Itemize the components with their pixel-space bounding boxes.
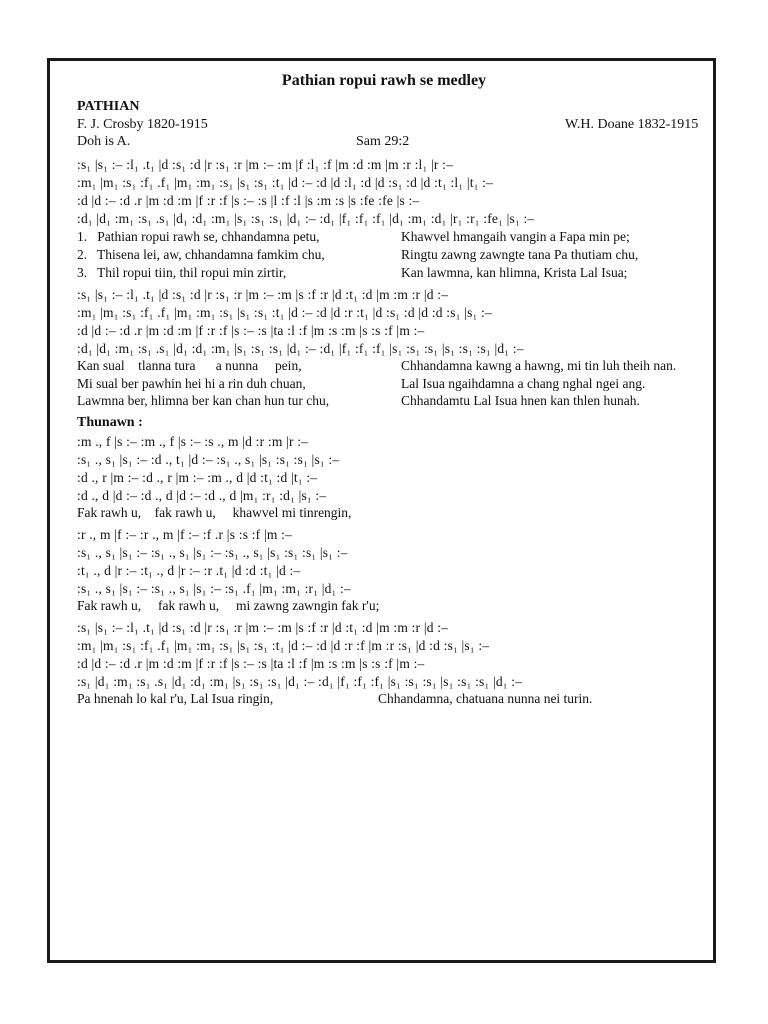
sol-fa-line: :d |d :– :d .r |m :d :m |f :r :f |s :– :s |ta :l :f |m :s :m |s :s :f |m :– xyxy=(77,656,425,671)
composer-credit: W.H. Doane 1832-1915 xyxy=(565,117,699,132)
sol-fa-line: :d ., d |d :– :d ., d |d :– :d ., d |m₁ :r₁ :d₁ |s₁ :– xyxy=(77,488,327,503)
verse-line: Khawvel hmangaih vangin a Fapa min pe; xyxy=(401,229,630,244)
sol-fa-line: :s₁ |s₁ :– :l₁ .t₁ |d :s₁ :d |r :s₁ :r |m :– :m |s :f :r |d :t₁ :d |m :m :r |d :– xyxy=(77,620,449,635)
chorus-label: Thunawn : xyxy=(77,415,143,430)
sol-fa-line: :d₁ |d₁ :m₁ :s₁ .s₁ |d₁ :d₁ :m₁ |s₁ :s₁ :s₁ |d₁ :– :d₁ |f₁ :f₁ :f₁ |s₁ :s₁ :s₁ |s₁ :s₁ :s₁ |d₁ :– xyxy=(77,341,524,356)
sol-fa-line: :m₁ |m₁ :s₁ :f₁ .f₁ |m₁ :m₁ :s₁ |s₁ :s₁ :t₁ |d :– :d |d :r :t₁ |d :s₁ :d |d :d :s₁ |s₁ :– xyxy=(77,305,492,320)
sol-fa-line: :s₁ |s₁ :– :l₁ .t₁ |d :s₁ :d |r :s₁ :r |m :– :m |s :f :r |d :t₁ :d |m :m :r |d :– xyxy=(77,287,449,302)
scripture-reference: Sam 29:2 xyxy=(356,134,410,149)
chorus-lyric: Pa hnenah lo kal r'u, Lal Isua ringin, xyxy=(77,691,274,706)
sol-fa-line: :s₁ ., s₁ |s₁ :– :s₁ ., s₁ |s₁ :– :s₁ ., s₁ |s₁ :s₁ :s₁ |s₁ :– xyxy=(77,545,348,560)
verse-line: Lawmna ber, hlimna ber kan chan hun tur chu, xyxy=(77,393,330,408)
sol-fa-line: :d |d :– :d .r |m :d :m |f :r :f |s :– :s |ta :l :f |m :s :m |s :s :f |m :– xyxy=(77,323,425,338)
chorus-lyric: Fak rawh u, fak rawh u, mi zawng zawngin fak r'u; xyxy=(77,598,380,613)
verse-line: Chhandamtu Lal Isua hnen kan thlen hunah. xyxy=(401,393,640,408)
key-signature: Doh is A. xyxy=(77,134,131,149)
page-title: Pathian ropui rawh se medley xyxy=(281,72,487,89)
chorus-lyric: Fak rawh u, fak rawh u, khawvel mi tinrengin, xyxy=(77,505,352,520)
verse-line: Kan lawmna, kan hlimna, Krista Lal Isua; xyxy=(401,265,628,280)
sol-fa-line: :m ., f |s :– :m ., f |s :– :s ., m |d :r :m |r :– xyxy=(77,434,309,449)
verse-line: 1. Pathian ropui rawh se, chhandamna petu, xyxy=(77,229,320,244)
lyricist-credit: F. J. Crosby 1820-1915 xyxy=(77,117,208,132)
sol-fa-line: :d ., r |m :– :d ., r |m :– :m ., d |d :t₁ :d |t₁ :– xyxy=(77,470,318,485)
song-name: PATHIAN xyxy=(77,99,140,114)
sol-fa-line: :s₁ |s₁ :– :l₁ .t₁ |d :s₁ :d |r :s₁ :r |m :– :m |f :l₁ :f |m :d :m |m :r :l₁ |r :– xyxy=(77,157,454,172)
verse-line: Kan sual tlanna tura a nunna pein, xyxy=(77,358,302,373)
verse-line: Lal Isua ngaihdamna a chang nghal ngei ang. xyxy=(401,376,646,391)
verse-line: 2. Thisena lei, aw, chhandamna famkim chu, xyxy=(77,247,325,262)
sol-fa-line: :d |d :– :d .r |m :d :m |f :r :f |s :– :s |l :f :l |s :m :s |s :fe :fe |s :– xyxy=(77,193,420,208)
chorus-lyric: Chhandamna, chatuana nunna nei turin. xyxy=(378,691,593,706)
verse-line: Chhandamna kawng a hawng, mi tin luh theih nan. xyxy=(401,358,677,373)
sol-fa-line: :t₁ ., d |r :– :t₁ ., d |r :– :r .t₁ |d :d :t₁ |d :– xyxy=(77,563,301,578)
verse-line: Ringtu zawng zawngte tana Pa thutiam chu, xyxy=(401,247,639,262)
sol-fa-line: :s₁ |d₁ :m₁ :s₁ .s₁ |d₁ :d₁ :m₁ |s₁ :s₁ :s₁ |d₁ :– :d₁ |f₁ :f₁ :f₁ |s₁ :s₁ :s₁ |s₁ :s₁ :s₁ |d₁ :– xyxy=(77,674,523,689)
sol-fa-line: :m₁ |m₁ :s₁ :f₁ .f₁ |m₁ :m₁ :s₁ |s₁ :s₁ :t₁ |d :– :d |d :r :f |m :r :s₁ |d :d :s₁ |s₁ :– xyxy=(77,638,490,653)
sol-fa-line: :r ., m |f :– :r ., m |f :– :f .r |s :s :f |m :– xyxy=(77,527,293,542)
sol-fa-line: :d₁ |d₁ :m₁ :s₁ .s₁ |d₁ :d₁ :m₁ |s₁ :s₁ :s₁ |d₁ :– :d₁ |f₁ :f₁ :f₁ |d₁ :m₁ :d₁ |r₁ :r₁ :fe₁ |s₁ :– xyxy=(77,211,535,226)
verse-line: 3. Thil ropui tiin, thil ropui min zirtir, xyxy=(77,265,287,280)
sol-fa-line: :s₁ ., s₁ |s₁ :– :s₁ ., s₁ |s₁ :– :s₁ .f₁ |m₁ :m₁ :r₁ |d₁ :– xyxy=(77,581,351,596)
sol-fa-line: :m₁ |m₁ :s₁ :f₁ .f₁ |m₁ :m₁ :s₁ |s₁ :s₁ :t₁ |d :– :d |d :l₁ :d |d :s₁ :d |d :t₁ :l₁ |t₁ :– xyxy=(77,175,494,190)
verse-line: Mi sual ber pawhin hei hi a rin duh chuan, xyxy=(77,376,306,391)
sol-fa-line: :s₁ ., s₁ |s₁ :– :d ., t₁ |d :– :s₁ ., s₁ |s₁ :s₁ :s₁ |s₁ :– xyxy=(77,452,340,467)
